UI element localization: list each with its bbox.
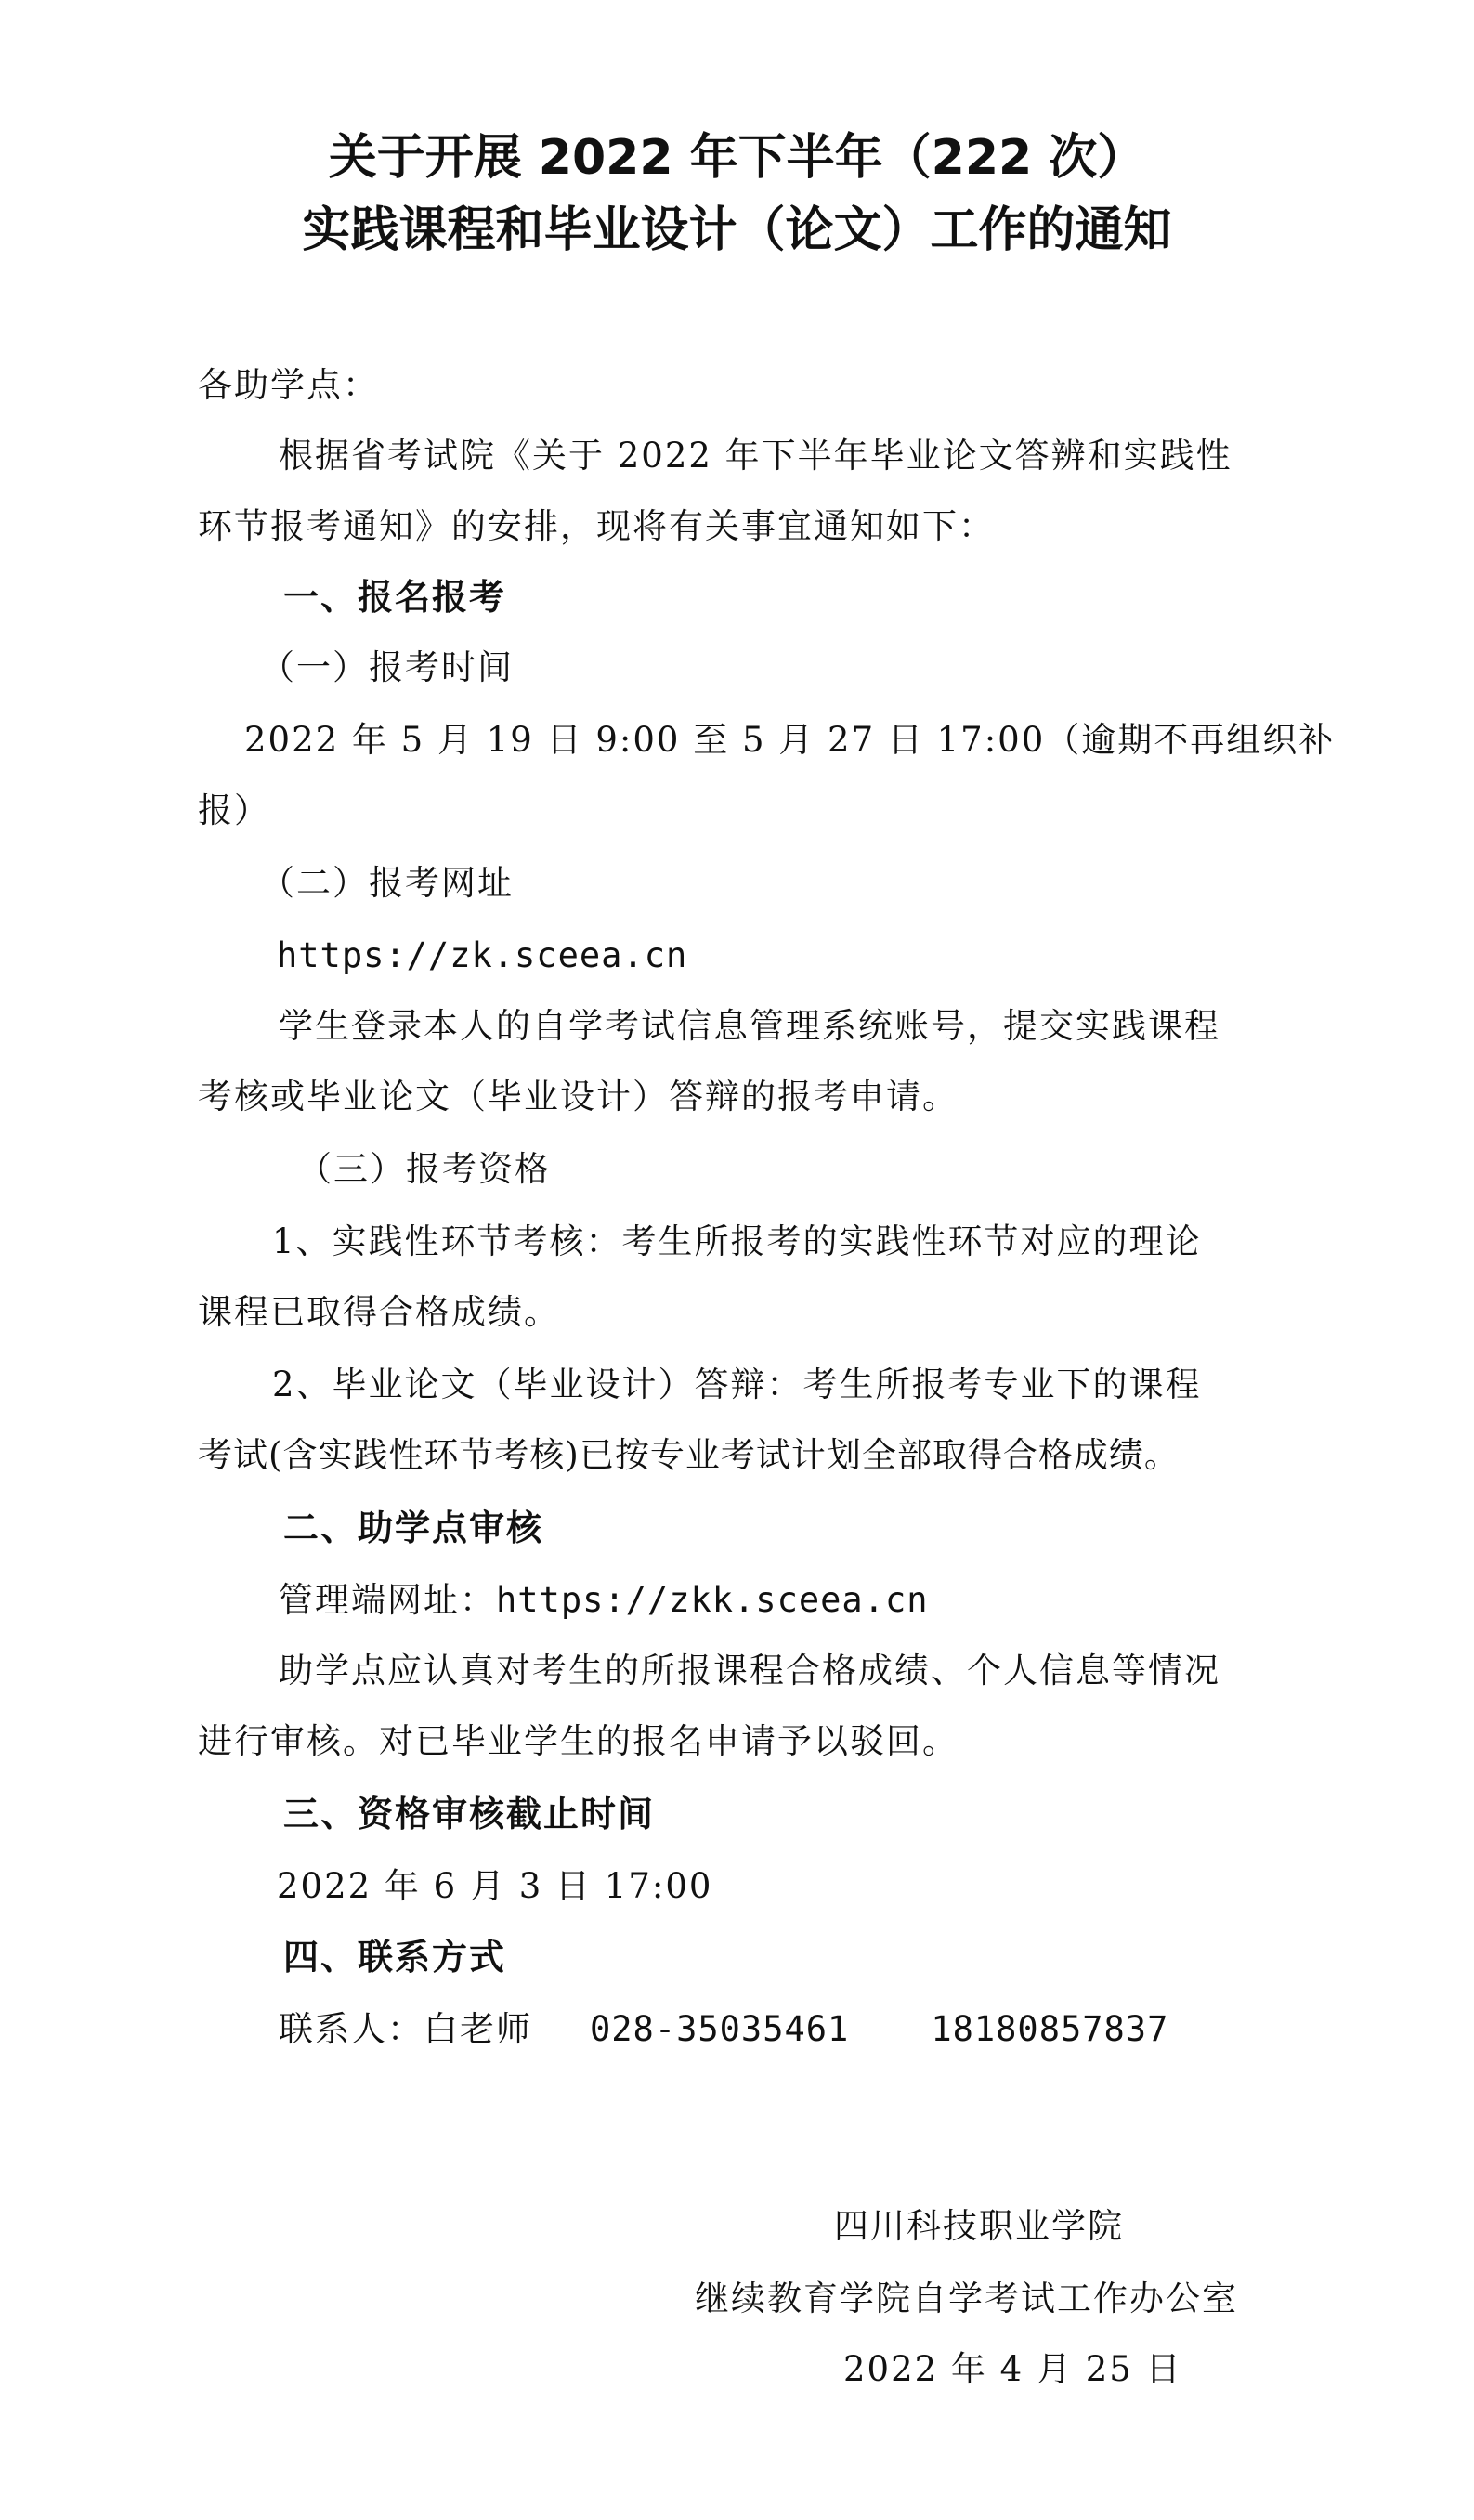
salutation: 各助学点： bbox=[198, 365, 379, 405]
document-title-line-1: 关于开展 2022 年下半年（222 次） bbox=[328, 130, 1146, 186]
section-1-sub-3-item-2-line-1: 2、毕业论文（毕业设计）答辩：考生所报考专业下的课程 bbox=[272, 1364, 1202, 1404]
section-1-sub-2-line-1: 学生登录本人的自学考试信息管理系统账号，提交实践课程 bbox=[279, 1006, 1220, 1046]
signature-org-2: 继续教育学院自学考试工作办公室 bbox=[695, 2278, 1238, 2318]
signature-org-1: 四川科技职业学院 bbox=[834, 2206, 1124, 2246]
section-1-heading: 一、报名报考 bbox=[283, 577, 507, 618]
section-1-sub-3-item-1-line-1: 1、实践性环节考核：考生所报考的实践性环节对应的理论 bbox=[272, 1221, 1202, 1261]
section-1-sub-2-title: （二）报考网址 bbox=[260, 863, 514, 903]
intro-line-2: 环节报考通知》的安排，现将有关事宜通知如下： bbox=[198, 506, 995, 546]
section-1-sub-1-line-1: 2022 年 5 月 19 日 9:00 至 5 月 27 日 17:00（逾期不再组织补 bbox=[244, 720, 1336, 760]
contact-person: 联系人：白老师 bbox=[279, 2009, 532, 2049]
intro-line-1: 根据省考试院《关于 2022 年下半年毕业论文答辨和实践性 bbox=[279, 436, 1233, 476]
document-title-line-2: 实践课程和毕业设计（论文）工作的通知 bbox=[302, 202, 1172, 258]
contact-row bbox=[279, 2008, 1168, 2051]
admin-url[interactable]: https://zkk.sceea.cn bbox=[496, 1580, 929, 1620]
section-1-sub-1-title: （一）报考时间 bbox=[260, 647, 514, 687]
registration-url[interactable]: https://zk.sceea.cn bbox=[277, 935, 688, 975]
section-1-sub-3-item-2-line-2: 考试(含实践性环节考核)已按专业考试计划全部取得合格成绩。 bbox=[198, 1435, 1180, 1475]
section-1-sub-2-line-2: 考核或毕业论文（毕业设计）答辩的报考申请。 bbox=[198, 1077, 959, 1116]
section-4-heading: 四、联系方式 bbox=[283, 1937, 507, 1978]
contact-phone-2: 18180857837 bbox=[931, 2009, 1169, 2049]
contact-phone-1: 028-35035461 bbox=[590, 2009, 850, 2049]
section-2-line-2 bbox=[198, 1720, 959, 1763]
admin-url-label: 管理端网址： bbox=[279, 1580, 496, 1620]
section-2-line-1: 助学点应认真对考生的所报课程合格成绩、个人信息等情况 bbox=[279, 1651, 1220, 1691]
section-1-sub-3-title: （三）报考资格 bbox=[297, 1149, 551, 1189]
section-3-heading: 三、资格审核截止时间 bbox=[283, 1794, 656, 1835]
admin-url-row bbox=[279, 1579, 929, 1622]
signature-date: 2022 年 4 月 25 日 bbox=[843, 2349, 1182, 2389]
section-1-sub-3-item-1-line-2: 课程已取得合格成绩。 bbox=[198, 1292, 560, 1332]
section-2-heading: 二、助学点审核 bbox=[283, 1508, 544, 1548]
section-2-line-2-part-b: 对已毕业学生的报名申请予以驳回。 bbox=[379, 1721, 959, 1761]
section-1-sub-1-line-2: 报） bbox=[198, 790, 270, 830]
section-2-line-2-part-a: 进行审核。 bbox=[198, 1721, 379, 1761]
review-deadline: 2022 年 6 月 3 日 17:00 bbox=[277, 1866, 713, 1906]
